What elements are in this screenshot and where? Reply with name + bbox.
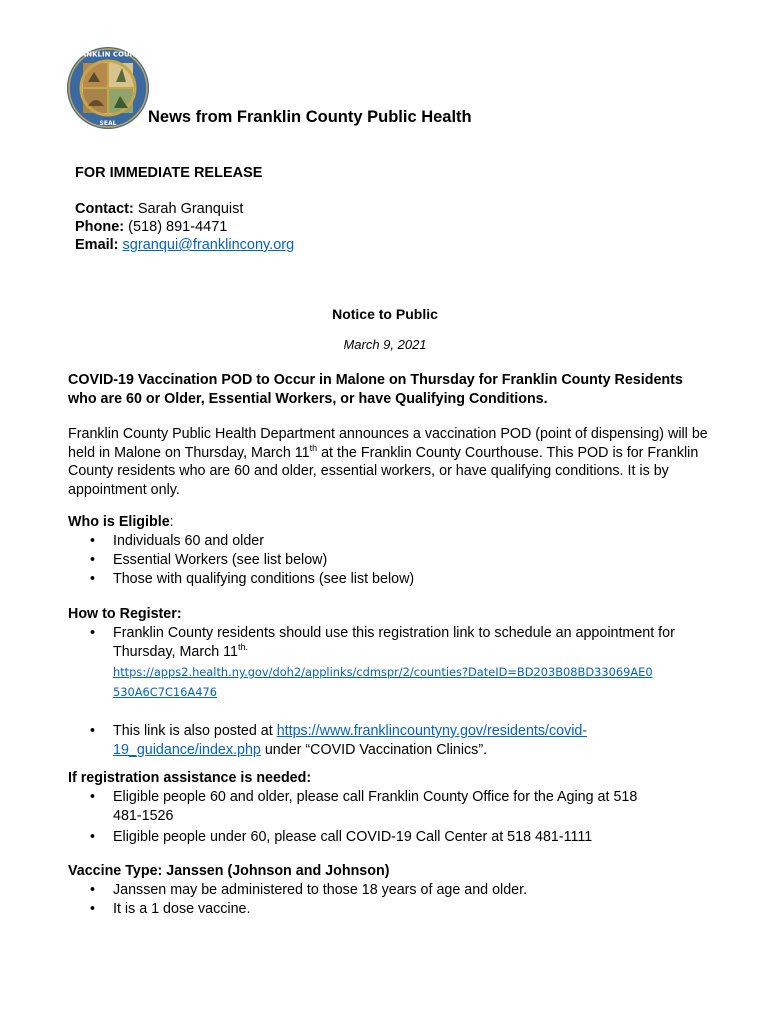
list-item <box>68 624 718 702</box>
county-seal-logo <box>66 46 150 130</box>
list-item: • Janssen may be administered to those 18 years of age and older. <box>68 881 718 900</box>
eligible-list <box>68 532 718 589</box>
vaccine-heading: Vaccine Type: Janssen (Johnson and Johnson) <box>68 863 390 879</box>
intro-text: Franklin County Public Health Department announces a vaccination POD (point of dispensing) will be held in Malone on Thursday, March 11 <box>68 426 708 461</box>
contact-label: Contact: <box>75 201 134 217</box>
register-text-2: This link is also posted at <box>113 723 277 739</box>
list-item: • Individuals 60 and older <box>68 532 718 551</box>
contact-block <box>75 200 294 254</box>
notice-date: March 9, 2021 <box>343 337 427 352</box>
list-item: • Eligible people under 60, please call COVID-19 Call Center at 518 481-1111 <box>68 828 718 847</box>
register-section <box>68 605 718 760</box>
svg-text:FRANKLIN COUNTY: FRANKLIN COUNTY <box>70 50 146 59</box>
intro-sup: th <box>309 442 318 453</box>
contact-value: Sarah Granquist <box>137 201 244 217</box>
register-text-3: under “COVID Vaccination Clinics”. <box>260 742 488 758</box>
email-row <box>75 236 294 254</box>
register-list <box>68 624 718 760</box>
eligible-section <box>68 513 718 589</box>
registration-link-line2[interactable]: 530A6C7C16A476 <box>113 685 217 699</box>
email-label: Email: <box>75 237 119 253</box>
intro-text-2: at the Franklin County Courthouse. This POD is for Franklin County residents who are 60 and older, essential workers, or have qualifying conditions. It is by appointment only. <box>68 444 699 498</box>
eligible-colon: : <box>169 514 174 530</box>
contact-row <box>75 200 294 218</box>
registration-link-line1[interactable]: https://apps2.health.ny.gov/doh2/applinks/cdmspr/2/counties?DateID=BD203B08BD33069AE0 <box>113 665 653 679</box>
vaccine-list <box>68 881 718 919</box>
list-item: • It is a 1 dose vaccine. <box>68 900 718 919</box>
register-text: Franklin County residents should use this registration link to schedule an appointment for Thursday, March 11 <box>113 625 675 660</box>
assistance-section <box>68 769 718 847</box>
list-item: • Those with qualifying conditions (see list below) <box>68 570 718 589</box>
phone-label: Phone: <box>75 219 125 235</box>
assistance-heading: If registration assistance is needed: <box>68 770 312 786</box>
release-label: FOR IMMEDIATE RELEASE <box>75 165 263 181</box>
intro-paragraph <box>68 425 708 499</box>
register-sup: th. <box>238 642 249 653</box>
email-link[interactable]: sgranqui@franklincony.org <box>122 237 295 253</box>
svg-text:SEAL: SEAL <box>99 120 117 127</box>
notice-title: Notice to Public <box>332 306 438 322</box>
phone-value: (518) 891-4471 <box>128 219 228 235</box>
assistance-list <box>68 788 718 847</box>
vaccine-section <box>68 862 718 919</box>
registration-url[interactable] <box>113 662 718 702</box>
press-headline: COVID-19 Vaccination POD to Occur in Malone on Thursday for Franklin County Residents who are 60 or Older, Essential Workers, or have Qualifying Conditions. <box>68 372 683 407</box>
header-title: News from Franklin County Public Health <box>148 108 472 126</box>
phone-row <box>75 218 294 236</box>
list-item <box>68 722 718 760</box>
list-item: • Eligible people 60 and older, please call Franklin County Office for the Aging at 518 481-1526 <box>68 788 718 826</box>
guidance-link[interactable]: https://www.franklincountyny.gov/residents/covid-19_guidance/index.php <box>113 723 588 758</box>
eligible-heading: Who is Eligible <box>68 514 170 530</box>
register-heading: How to Register: <box>68 606 182 622</box>
list-item: • Essential Workers (see list below) <box>68 551 718 570</box>
